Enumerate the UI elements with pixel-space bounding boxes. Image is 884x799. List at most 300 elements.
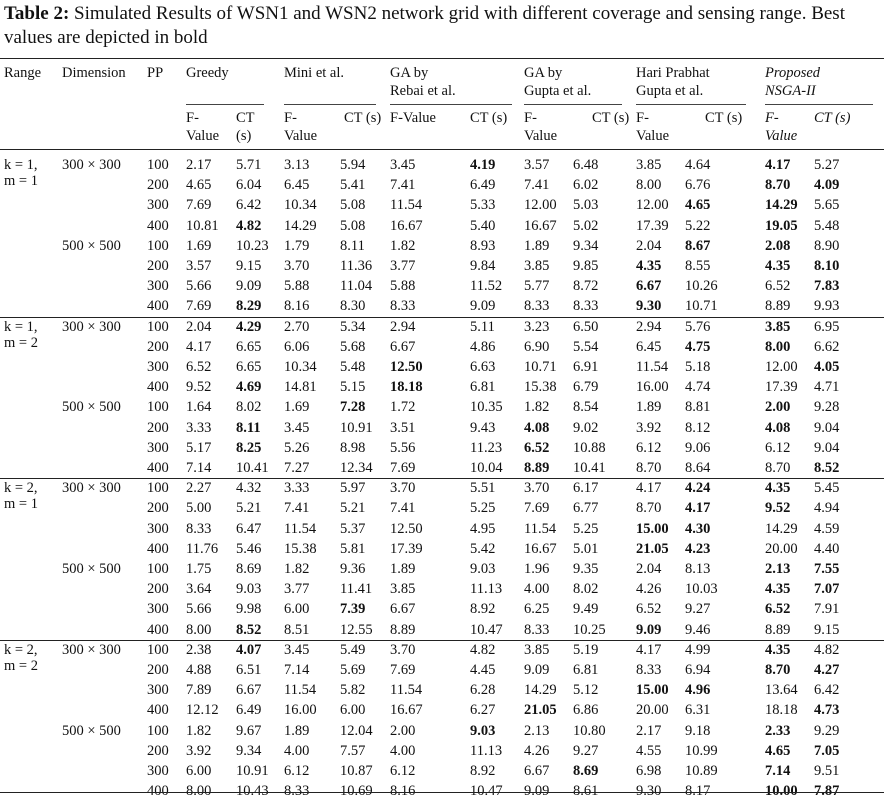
ct-value-cell: 8.81 <box>685 399 711 416</box>
pp-value: 400 <box>147 379 169 396</box>
fvalue-cell: 12.00 <box>765 359 798 375</box>
fvalue-cell: 19.05 <box>765 217 798 234</box>
ct-value-cell: 5.97 <box>340 480 366 497</box>
ct-value-cell: 10.47 <box>470 783 503 799</box>
ct-value-cell: 6.02 <box>573 177 599 194</box>
fvalue-cell: 16.67 <box>524 540 557 557</box>
ct-value-cell: 5.19 <box>573 641 599 658</box>
fvalue-cell: 9.09 <box>524 783 550 799</box>
fvalue-cell: 11.54 <box>390 682 423 699</box>
ct-value-cell: 5.48 <box>340 359 366 375</box>
ct-value-cell: 8.30 <box>340 298 366 315</box>
fvalue-cell: 8.89 <box>524 460 550 476</box>
ct-value-cell: 6.47 <box>236 520 262 537</box>
ct-value-cell: 9.09 <box>470 298 496 315</box>
fvalue-cell: 2.04 <box>186 318 212 335</box>
ct-value-cell: 4.82 <box>814 641 840 658</box>
pp-value: 300 <box>147 520 169 537</box>
pp-value: 400 <box>147 298 169 315</box>
fvalue-cell: 8.33 <box>390 298 416 315</box>
ct-value-cell: 5.94 <box>340 157 366 173</box>
header-method-2: Mini et al. <box>284 65 345 81</box>
fvalue-cell: 14.29 <box>765 520 798 537</box>
header-method-2-ct: CT (s) <box>344 110 382 126</box>
fvalue-cell: 6.12 <box>636 439 662 456</box>
pp-value: 200 <box>147 581 169 598</box>
ct-value-cell: 10.91 <box>340 419 373 436</box>
header-method-6-ct: CT (s) <box>814 110 851 126</box>
ct-value-cell: 5.37 <box>340 520 366 537</box>
dimension-label: 300 × 300 <box>62 318 121 335</box>
ct-value-cell: 6.49 <box>236 702 262 719</box>
fvalue-cell: 8.89 <box>765 621 791 638</box>
fvalue-cell: 3.70 <box>390 480 416 497</box>
ct-value-cell: 9.04 <box>814 439 840 456</box>
fvalue-cell: 6.52 <box>765 278 791 295</box>
fvalue-cell: 7.14 <box>186 460 212 476</box>
ct-value-cell: 6.28 <box>470 682 496 699</box>
pp-value: 300 <box>147 439 169 456</box>
fvalue-cell: 2.13 <box>765 561 791 577</box>
ct-value-cell: 10.89 <box>685 763 718 779</box>
ct-value-cell: 9.03 <box>236 581 262 598</box>
fvalue-cell: 6.12 <box>390 763 416 779</box>
ct-value-cell: 9.93 <box>814 298 840 315</box>
ct-value-cell: 8.52 <box>814 460 840 476</box>
ct-value-cell: 4.29 <box>236 318 262 335</box>
ct-value-cell: 10.41 <box>573 460 606 476</box>
ct-value-cell: 11.36 <box>340 258 373 274</box>
header-dimension: Dimension <box>62 65 126 81</box>
fvalue-cell: 1.69 <box>284 399 310 416</box>
pp-value: 100 <box>147 318 169 335</box>
fvalue-cell: 20.00 <box>765 540 798 557</box>
fvalue-cell: 3.70 <box>524 480 550 497</box>
ct-value-cell: 4.45 <box>470 662 496 678</box>
dimension-label: 300 × 300 <box>62 480 121 497</box>
fvalue-cell: 15.38 <box>284 540 317 557</box>
fvalue-cell: 3.85 <box>524 641 550 658</box>
table-bottom-rule <box>0 792 884 793</box>
fvalue-cell: 7.14 <box>765 763 791 779</box>
ct-value-cell: 7.05 <box>814 742 840 759</box>
ct-value-cell: 7.83 <box>814 278 840 295</box>
ct-value-cell: 8.54 <box>573 399 599 416</box>
ct-value-cell: 9.49 <box>573 601 599 618</box>
ct-value-cell: 5.08 <box>340 217 366 234</box>
fvalue-cell: 1.89 <box>390 561 416 577</box>
ct-value-cell: 5.01 <box>573 540 599 557</box>
fvalue-cell: 6.12 <box>284 763 310 779</box>
header-method-4: GA by Gupta et al. <box>524 65 592 99</box>
fvalue-cell: 8.00 <box>186 783 212 799</box>
fvalue-cell: 4.17 <box>636 641 662 658</box>
pp-value: 200 <box>147 419 169 436</box>
header-method-1-rule <box>186 104 264 105</box>
fvalue-cell: 3.57 <box>524 157 550 173</box>
fvalue-cell: 12.50 <box>390 520 423 537</box>
fvalue-cell: 6.52 <box>186 359 212 375</box>
ct-value-cell: 10.88 <box>573 439 606 456</box>
fvalue-cell: 9.30 <box>636 783 662 799</box>
header-method-1: Greedy <box>186 65 229 81</box>
ct-value-cell: 6.62 <box>814 338 840 355</box>
ct-value-cell: 10.69 <box>340 783 373 799</box>
header-method-3: GA by Rebai et al. <box>390 65 456 99</box>
ct-value-cell: 5.12 <box>573 682 599 699</box>
fvalue-cell: 6.90 <box>524 338 550 355</box>
dimension-label: 500 × 500 <box>62 399 121 416</box>
fvalue-cell: 7.41 <box>524 177 550 194</box>
ct-value-cell: 10.71 <box>685 298 718 315</box>
ct-value-cell: 8.93 <box>470 237 496 254</box>
ct-value-cell: 6.04 <box>236 177 262 194</box>
fvalue-cell: 21.05 <box>636 540 669 557</box>
ct-value-cell: 7.07 <box>814 581 840 598</box>
fvalue-cell: 3.33 <box>186 419 212 436</box>
ct-value-cell: 4.65 <box>685 197 711 214</box>
ct-value-cell: 5.82 <box>340 682 366 699</box>
caption-text: Simulated Results of WSN1 and WSN2 network grid with different coverage and sensing range. Best values are depicted in bold <box>4 3 845 48</box>
fvalue-cell: 2.00 <box>765 399 791 416</box>
fvalue-cell: 4.65 <box>765 742 791 759</box>
header-method-4-rule <box>524 104 622 105</box>
ct-value-cell: 8.90 <box>814 237 840 254</box>
pp-value: 200 <box>147 500 169 517</box>
ct-value-cell: 5.33 <box>470 197 496 214</box>
ct-value-cell: 8.11 <box>340 237 365 254</box>
ct-value-cell: 9.04 <box>814 419 840 436</box>
fvalue-cell: 8.00 <box>636 177 662 194</box>
fvalue-cell: 4.17 <box>186 338 212 355</box>
fvalue-cell: 2.94 <box>636 318 662 335</box>
ct-value-cell: 6.63 <box>470 359 496 375</box>
ct-value-cell: 8.69 <box>573 763 599 779</box>
ct-value-cell: 7.55 <box>814 561 840 577</box>
pp-value: 100 <box>147 399 169 416</box>
ct-value-cell: 8.69 <box>236 561 262 577</box>
ct-value-cell: 7.28 <box>340 399 366 416</box>
ct-value-cell: 8.02 <box>236 399 262 416</box>
ct-value-cell: 5.25 <box>573 520 599 537</box>
fvalue-cell: 6.45 <box>284 177 310 194</box>
ct-value-cell: 5.69 <box>340 662 366 678</box>
fvalue-cell: 1.89 <box>524 237 550 254</box>
fvalue-cell: 2.08 <box>765 237 791 254</box>
pp-value: 300 <box>147 601 169 618</box>
fvalue-cell: 9.30 <box>636 298 662 315</box>
dimension-label: 500 × 500 <box>62 237 121 254</box>
header-method-3-rule <box>390 104 512 105</box>
ct-value-cell: 8.55 <box>685 258 711 274</box>
ct-value-cell: 9.09 <box>236 278 262 295</box>
fvalue-cell: 4.00 <box>390 742 416 759</box>
fvalue-cell: 15.00 <box>636 520 669 537</box>
ct-value-cell: 9.02 <box>573 419 599 436</box>
header-method-5: Hari Prabhat Gupta et al. <box>636 65 710 99</box>
pp-value: 200 <box>147 742 169 759</box>
fvalue-cell: 5.56 <box>390 439 416 456</box>
ct-value-cell: 4.30 <box>685 520 711 537</box>
ct-value-cell: 6.81 <box>573 662 599 678</box>
fvalue-cell: 11.54 <box>284 682 317 699</box>
fvalue-cell: 3.85 <box>765 318 791 335</box>
fvalue-cell: 7.69 <box>390 460 416 476</box>
fvalue-cell: 1.89 <box>284 722 310 739</box>
ct-value-cell: 9.27 <box>685 601 711 618</box>
fvalue-cell: 11.54 <box>524 520 557 537</box>
fvalue-cell: 2.94 <box>390 318 416 335</box>
fvalue-cell: 4.35 <box>765 258 791 274</box>
fvalue-cell: 7.69 <box>524 500 550 517</box>
ct-value-cell: 8.92 <box>470 601 496 618</box>
fvalue-cell: 1.64 <box>186 399 212 416</box>
ct-value-cell: 5.02 <box>573 217 599 234</box>
ct-value-cell: 10.04 <box>470 460 503 476</box>
dimension-label: 300 × 300 <box>62 641 121 658</box>
fvalue-cell: 1.96 <box>524 561 550 577</box>
fvalue-cell: 5.77 <box>524 278 550 295</box>
caption-label: Table 2: <box>4 3 70 24</box>
fvalue-cell: 11.54 <box>636 359 669 375</box>
fvalue-cell: 12.50 <box>390 359 423 375</box>
ct-value-cell: 4.19 <box>470 157 496 173</box>
ct-value-cell: 5.51 <box>470 480 496 497</box>
ct-value-cell: 7.87 <box>814 783 840 799</box>
ct-value-cell: 6.77 <box>573 500 599 517</box>
ct-value-cell: 5.11 <box>470 318 495 335</box>
fvalue-cell: 5.66 <box>186 278 212 295</box>
ct-value-cell: 6.81 <box>470 379 496 396</box>
fvalue-cell: 8.16 <box>284 298 310 315</box>
fvalue-cell: 9.52 <box>765 500 791 517</box>
fvalue-cell: 4.08 <box>524 419 550 436</box>
fvalue-cell: 20.00 <box>636 702 669 719</box>
fvalue-cell: 13.64 <box>765 682 798 699</box>
fvalue-cell: 8.70 <box>765 662 791 678</box>
ct-value-cell: 8.25 <box>236 439 262 456</box>
ct-value-cell: 6.49 <box>470 177 496 194</box>
fvalue-cell: 3.85 <box>524 258 550 274</box>
ct-value-cell: 9.34 <box>573 237 599 254</box>
header-method-5-rule <box>636 104 746 105</box>
fvalue-cell: 10.00 <box>765 783 798 799</box>
ct-value-cell: 9.03 <box>470 561 496 577</box>
ct-value-cell: 4.59 <box>814 520 840 537</box>
pp-value: 200 <box>147 338 169 355</box>
fvalue-cell: 7.27 <box>284 460 310 476</box>
ct-value-cell: 11.04 <box>340 278 373 295</box>
ct-value-cell: 4.32 <box>236 480 262 497</box>
fvalue-cell: 3.85 <box>390 581 416 598</box>
dimension-label: 300 × 300 <box>62 157 121 173</box>
fvalue-cell: 9.52 <box>186 379 212 396</box>
fvalue-cell: 16.00 <box>284 702 317 719</box>
ct-value-cell: 8.72 <box>573 278 599 295</box>
dimension-label: 500 × 500 <box>62 561 121 577</box>
fvalue-cell: 7.41 <box>390 500 416 517</box>
fvalue-cell: 16.00 <box>636 379 669 396</box>
ct-value-cell: 4.05 <box>814 359 840 375</box>
fvalue-cell: 4.17 <box>636 480 662 497</box>
fvalue-cell: 14.81 <box>284 379 317 396</box>
group-separator-rule <box>0 478 884 479</box>
ct-value-cell: 12.34 <box>340 460 373 476</box>
pp-value: 100 <box>147 480 169 497</box>
fvalue-cell: 8.89 <box>765 298 791 315</box>
ct-value-cell: 7.91 <box>814 601 840 618</box>
fvalue-cell: 6.67 <box>390 338 416 355</box>
ct-value-cell: 4.09 <box>814 177 840 194</box>
fvalue-cell: 1.82 <box>390 237 416 254</box>
fvalue-cell: 4.65 <box>186 177 212 194</box>
fvalue-cell: 6.52 <box>765 601 791 618</box>
fvalue-cell: 7.89 <box>186 682 212 699</box>
fvalue-cell: 8.33 <box>284 783 310 799</box>
fvalue-cell: 4.00 <box>524 581 550 598</box>
ct-value-cell: 5.54 <box>573 338 599 355</box>
fvalue-cell: 5.26 <box>284 439 310 456</box>
fvalue-cell: 4.88 <box>186 662 212 678</box>
fvalue-cell: 9.09 <box>524 662 550 678</box>
fvalue-cell: 3.33 <box>284 480 310 497</box>
ct-value-cell: 4.82 <box>236 217 262 234</box>
ct-value-cell: 10.87 <box>340 763 373 779</box>
fvalue-cell: 21.05 <box>524 702 557 719</box>
fvalue-cell: 16.67 <box>390 702 423 719</box>
ct-value-cell: 4.73 <box>814 702 840 719</box>
header-method-5-fvalue: F- Value <box>636 110 670 144</box>
fvalue-cell: 1.79 <box>284 237 310 254</box>
fvalue-cell: 6.67 <box>524 763 550 779</box>
fvalue-cell: 5.88 <box>284 278 310 295</box>
fvalue-cell: 8.70 <box>765 460 791 476</box>
ct-value-cell: 8.61 <box>573 783 599 799</box>
pp-value: 100 <box>147 561 169 577</box>
ct-value-cell: 5.22 <box>685 217 711 234</box>
ct-value-cell: 8.11 <box>236 419 261 436</box>
ct-value-cell: 9.35 <box>573 561 599 577</box>
fvalue-cell: 11.76 <box>186 540 219 557</box>
pp-value: 300 <box>147 197 169 214</box>
fvalue-cell: 6.98 <box>636 763 662 779</box>
ct-value-cell: 5.08 <box>340 197 366 214</box>
ct-value-cell: 6.65 <box>236 338 262 355</box>
pp-value: 400 <box>147 540 169 557</box>
fvalue-cell: 12.00 <box>524 197 557 214</box>
fvalue-cell: 11.54 <box>390 197 423 214</box>
fvalue-cell: 3.13 <box>284 157 310 173</box>
ct-value-cell: 4.71 <box>814 379 840 396</box>
fvalue-cell: 14.29 <box>284 217 317 234</box>
fvalue-cell: 18.18 <box>765 702 798 719</box>
ct-value-cell: 4.94 <box>814 500 840 517</box>
ct-value-cell: 9.27 <box>573 742 599 759</box>
ct-value-cell: 6.67 <box>236 682 262 699</box>
fvalue-cell: 6.45 <box>636 338 662 355</box>
fvalue-cell: 3.70 <box>390 641 416 658</box>
ct-value-cell: 5.21 <box>236 500 262 517</box>
ct-value-cell: 6.51 <box>236 662 262 678</box>
ct-value-cell: 11.23 <box>470 439 503 456</box>
ct-value-cell: 5.48 <box>814 217 840 234</box>
pp-value: 300 <box>147 359 169 375</box>
fvalue-cell: 6.52 <box>524 439 550 456</box>
ct-value-cell: 6.95 <box>814 318 840 335</box>
ct-value-cell: 9.15 <box>236 258 262 274</box>
fvalue-cell: 4.35 <box>765 581 791 598</box>
fvalue-cell: 3.77 <box>390 258 416 274</box>
fvalue-cell: 2.13 <box>524 722 550 739</box>
header-method-4-fvalue: F- Value <box>524 110 558 144</box>
fvalue-cell: 4.26 <box>524 742 550 759</box>
ct-value-cell: 6.76 <box>685 177 711 194</box>
fvalue-cell: 1.82 <box>524 399 550 416</box>
fvalue-cell: 3.51 <box>390 419 416 436</box>
fvalue-cell: 6.52 <box>636 601 662 618</box>
ct-value-cell: 10.91 <box>236 763 269 779</box>
range-label: k = 1, m = 2 <box>4 318 38 351</box>
fvalue-cell: 4.08 <box>765 419 791 436</box>
pp-value: 300 <box>147 278 169 295</box>
header-pp: PP <box>147 65 164 81</box>
pp-value: 300 <box>147 682 169 699</box>
fvalue-cell: 3.92 <box>636 419 662 436</box>
fvalue-cell: 10.34 <box>284 359 317 375</box>
ct-value-cell: 8.33 <box>573 298 599 315</box>
group-separator-rule <box>0 640 884 641</box>
dimension-label: 500 × 500 <box>62 722 121 739</box>
ct-value-cell: 9.51 <box>814 763 840 779</box>
ct-value-cell: 5.65 <box>814 197 840 214</box>
fvalue-cell: 7.69 <box>186 197 212 214</box>
fvalue-cell: 16.67 <box>390 217 423 234</box>
fvalue-cell: 6.67 <box>636 278 662 295</box>
fvalue-cell: 10.81 <box>186 217 219 234</box>
fvalue-cell: 8.89 <box>390 621 416 638</box>
fvalue-cell: 12.00 <box>636 197 669 214</box>
pp-value: 100 <box>147 237 169 254</box>
ct-value-cell: 4.86 <box>470 338 496 355</box>
ct-value-cell: 9.43 <box>470 419 496 436</box>
ct-value-cell: 4.23 <box>685 540 711 557</box>
header-method-3-ct: CT (s) <box>470 110 508 126</box>
fvalue-cell: 8.33 <box>524 621 550 638</box>
ct-value-cell: 5.49 <box>340 641 366 658</box>
fvalue-cell: 12.12 <box>186 702 219 719</box>
ct-value-cell: 5.76 <box>685 318 711 335</box>
ct-value-cell: 4.07 <box>236 641 262 658</box>
fvalue-cell: 11.54 <box>284 520 317 537</box>
ct-value-cell: 4.95 <box>470 520 496 537</box>
fvalue-cell: 15.38 <box>524 379 557 396</box>
header-method-5-ct: CT (s) <box>705 110 743 126</box>
fvalue-cell: 3.70 <box>284 258 310 274</box>
fvalue-cell: 3.92 <box>186 742 212 759</box>
ct-value-cell: 6.50 <box>573 318 599 335</box>
ct-value-cell: 9.28 <box>814 399 840 416</box>
fvalue-cell: 6.12 <box>765 439 791 456</box>
fvalue-cell: 7.14 <box>284 662 310 678</box>
pp-value: 100 <box>147 157 169 173</box>
fvalue-cell: 9.09 <box>636 621 662 638</box>
ct-value-cell: 5.40 <box>470 217 496 234</box>
ct-value-cell: 5.71 <box>236 157 262 173</box>
ct-value-cell: 8.10 <box>814 258 840 274</box>
ct-value-cell: 4.69 <box>236 379 262 396</box>
fvalue-cell: 1.75 <box>186 561 212 577</box>
fvalue-cell: 2.33 <box>765 722 791 739</box>
